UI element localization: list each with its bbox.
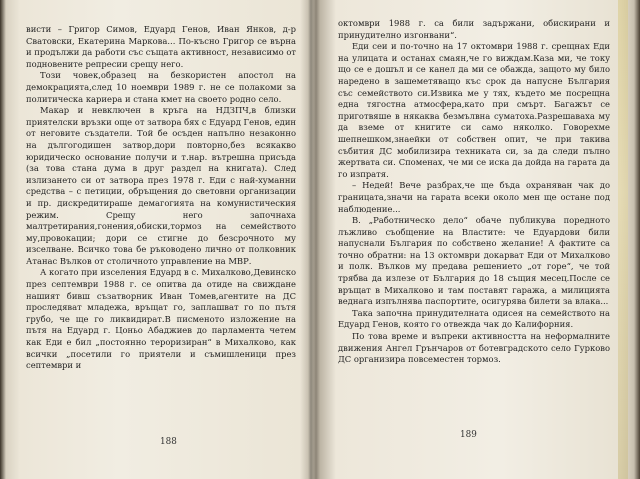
paragraph: А когато при изселения Едуард в с. Михалково,Девинско през септември 1988 г. се опитва да отиде на свиждане нашият бивш съзатворник Иван Томев,агентите на ДС проследяват младежа, връщат го, заплашват го по пътя грубо, че ще го ликвидират.В писменото изложение на пътя на Едуард г. Цоньо Абаджиев до парламента четем как Еди е бил „постоянно тероризиран“ в Михалково, как всички „посетили го приятели и съмишленици през септември и [26,267,296,371]
paragraph: Този човек,образец на безкористен апостол на демокрацията,след 10 ноември 1989 г. не се полакоми за политическа кариера и стана кмет на своето родно село. [26,70,296,104]
right-page [338,18,610,438]
paragraph: октомври 1988 г. са били задържани, обискирани и принудително изгонвани“. [338,18,610,40]
paragraph: По това време и въпреки активността на неформалните движения Ангел Грънчаров от ботевградското село Гурково ДС организира повсеместен тормоз. [338,331,610,365]
left-page [26,24,296,444]
paragraph: Еди сеи и по-точно на 17 октомври 1988 г. срещнах Еди на улицата и останах смаян,че го виждам.Каза ми, че току що се е дошъл и се канел да ми се обажда, защото му било наредено в зашеметяващо къс срок да напусне България със семейството си.Извика ме у тях, където ме посрещна една тягостна атмосфера,като при смърт. Багажът се приготвяше в някаква безмълвна суматоха.Разрешавахa му да вземе от книгите си само няколко. Говорехме шепнешком,знаейки от собствен опит, че при такива събития ДС мобилизира техниката си, за да следи пълно жертвата си. Споменах, че ми се иска да дойда на гарата да го изпратя. [338,41,610,179]
paragraph: В. „Работническо дело“ обаче публикува поредното лъжливо съобщение на Властите: че Едуардови били напуснали България по собствено желание! А фактите са точно обратни: на 13 октомври докарват Еди от Михалково и полк. Вълков му предава решението „от горе“, че той трябва да излезе от България до 18 същия месец.После се връщат в Михалково и там поставят гаража, а милицията веднага изпълнява паспортите, осигурява билети за влака... [338,215,610,307]
left-page-number: 188 [160,437,177,447]
book-spine [308,0,314,479]
paragraph: висти – Григор Симов, Едуард Генов, Иван Янков, д-р Сватовски, Екатерина Маркова... По-късно Григор се върна и продължи да работи със същата активност, независимо от подновените репресии срещу него. [26,24,296,69]
right-page-number: 189 [460,430,477,440]
paragraph: Макар и невключен в кръга на НДЗПЧ,в близки приятелски връзки още от затвора бях с Едуард Генов, един от неговите създатели. Той бе осъден напълно незаконно на дългогодишен затвор,дори повторно,без всякакво юридическо основание получи и т.нар. вътрешна присъда (за това стана дума в друг раздел на книгата). След излизането си от затвора през 1978 г. Еди с най-хуманни средства – с петиции, обръщения до световни организации и пр. дискредитираше демагогията на комунистическия режим. Срещу него започнаха малтретирания,гонения,обиски,тормоз на семейството му,провокации; дори се стигне до безсрочното му изселване. Всичко това бе ръководено лично от полковник Атанас Вълков от столичното управление на МВР. [26,105,296,266]
paragraph: Така започна принудителната одисея на семейството на Едуард Генов, която го отвежда чак до Калифорния. [338,307,610,330]
page-edge-stain [618,0,628,479]
paragraph: – Недей! Вече разбрах,че ще бъда охраняван чак до границата,значи на гарата всеки около мен ще остане под наблюдение... [338,180,610,214]
